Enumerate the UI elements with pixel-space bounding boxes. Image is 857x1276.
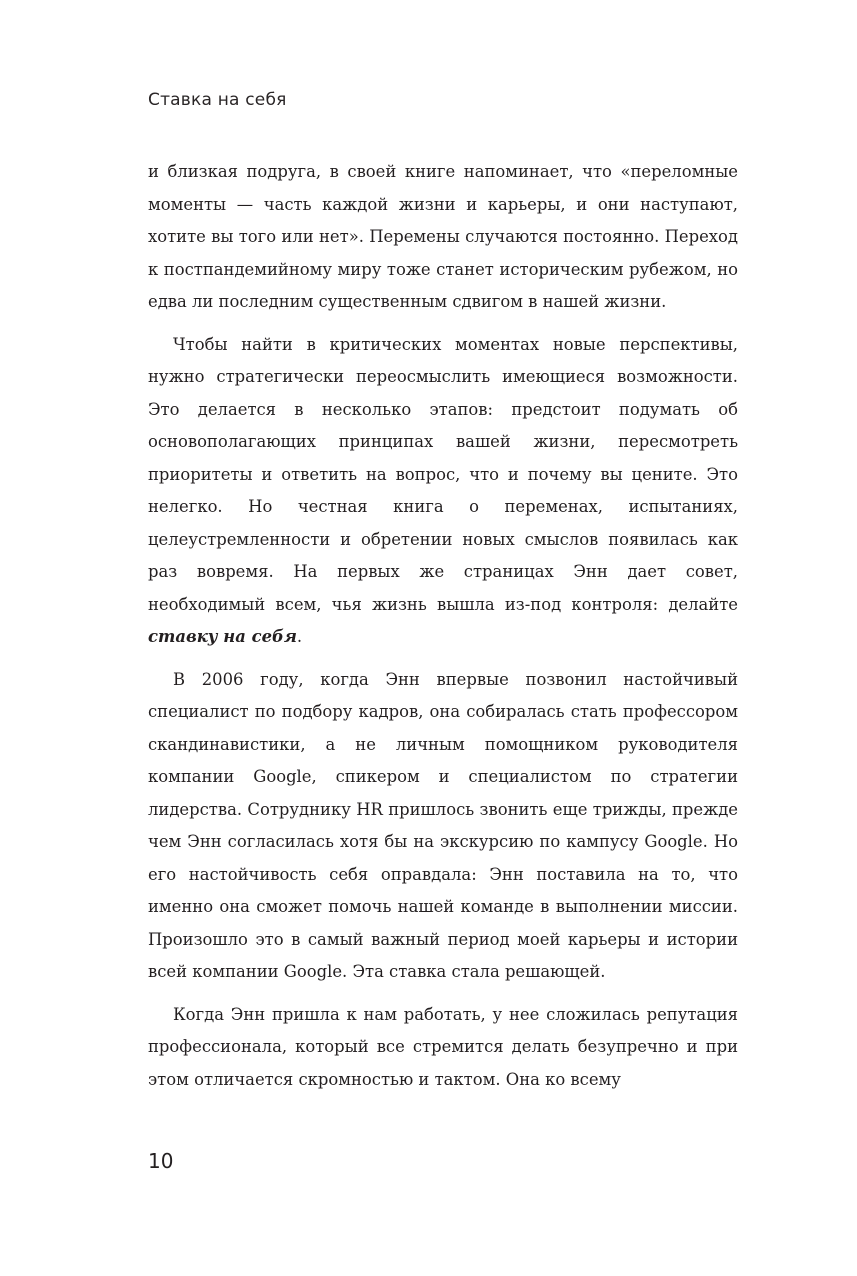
page-number: 10 xyxy=(148,1149,174,1173)
paragraph-2-text: Чтобы найти в критических моментах новые перспективы, нужно стратегически переосмыслить имеющиеся возможности. Это делается в несколько этапов: предстоит подумать об основополагающих принципах вашей жизни, пересмотреть приоритеты и ответить на вопрос, что и почему вы цените. Это нелегко. Но честная книга о переменах, испытаниях, целеустремленности и обретении новых смыслов появилась как раз вовремя. На первых же страницах Энн дает совет, необходимый всем, чья жизнь вышла из-под контроля: делайте xyxy=(148,334,738,614)
running-head: Ставка на себя xyxy=(148,90,287,110)
paragraph-2 xyxy=(148,329,738,654)
body-text xyxy=(148,156,738,1096)
paragraph-4: Когда Энн пришла к нам работать, у нее сложилась репутация профессионала, который все стремится делать безупречно и при этом отличается скромностью и тактом. Она ко всему xyxy=(148,1004,738,1089)
paragraph-3: В 2006 году, когда Энн впервые позвонил настойчивый специалист по подбору кадров, она собиралась стать профессором скандинавистики, а не личным помощником руководителя компании Google, спикером и специалистом по стратегии лидерства. Сотруднику HR пришлось звонить еще трижды, прежде чем Энн согласилась хотя бы на экскурсию по кампусу Google. Но его настойчивость себя оправдала: Энн поставила на то, что именно она сможет помочь нашей команде в выполнении миссии. Произошло это в самый важный период моей карьеры и истории всей компании Google. Эта ставка стала решающей. xyxy=(148,669,738,981)
paragraph-2-tail: . xyxy=(296,627,303,646)
paragraph-1: и близкая подруга, в своей книге напоминает, что «переломные моменты — часть каждой жизни и карьеры, и они наступают, хотите вы того или нет». Перемены случаются постоянно. Переход к постпандемийному миру тоже станет историческим рубежом, но едва ли последним существенным сдвигом в нашей жизни. xyxy=(148,162,738,311)
emphasis-phrase: ставку на себя xyxy=(148,627,297,646)
